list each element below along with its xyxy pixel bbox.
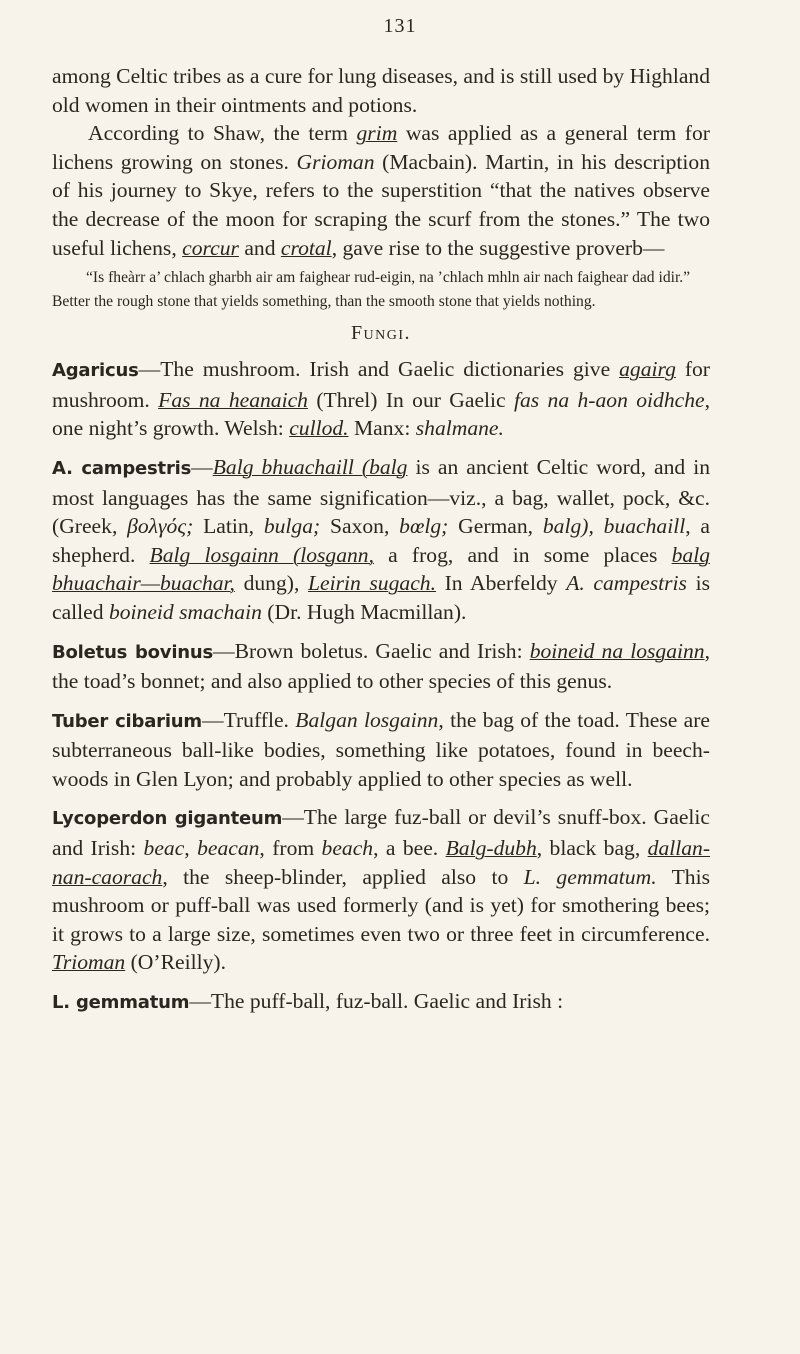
shaw-paragraph: According to Shaw, the term grim was applied as a general term for lichens growing on stones. Grioman (Macbain). Martin, in his description of his journey to Skye, refers to the superstition “that the natives observe the decrease of the moon for scraping the scurf from the stones.” The two useful lichens, corcur and crotal, gave rise to the suggestive proverb— <box>52 121 710 260</box>
section-heading-fungi: Fungi. <box>350 322 412 345</box>
entry-gemmatum: L. gemmatum—The puff-ball, fuz-ball. Gaelic and Irish : <box>52 989 564 1014</box>
entry-agaricus: Agaricus—The mushroom. Irish and Gaelic dictionaries give agairg for mushroom. Fas na heanaich (Threl) In our Gaelic fas na h-aon oidhche, one night’s growth. Welsh: cullod. Manx: shalmane. <box>52 357 711 441</box>
species-name: A. campestris <box>52 457 192 479</box>
species-name: Agaricus <box>52 360 139 382</box>
intro-paragraph: among Celtic tribes as a cure for lung diseases, and is still used by Highland old women in their ointments and potions. <box>52 64 710 117</box>
entry-tuber: Tuber cibarium—Truffle. Balgan losgainn, the bag of the toad. These are subterraneous ball-like bodies, something like potatoes, found in beech-woods in Glen Lyon; and probably applied to other species as well. <box>52 707 710 791</box>
english-translation: Better the rough stone that yields something, than the smooth stone that yields nothing. <box>52 293 596 311</box>
entry-campestris: A. campestris—Balg bhuachaill (balg is an ancient Celtic word, and in most languages has the same signification—viz., a bag, wallet, pock, &c. (Greek, βολγός; Latin, bulga; Saxon, bœlg; German, balg), buachaill, a shepherd. Balg losgainn (losgann, a frog, and in some places balg bhuachair—buachar, dung), Leirin sugach. In Aberfeldy A. campestris is called boineid smachain (Dr. Hugh Macmillan). <box>52 454 710 624</box>
species-name: Tuber cibarium <box>52 710 202 732</box>
entry-lycoperdon: Lycoperdon giganteum—The large fuz-ball or devil’s snuff-box. Gaelic and Irish: beac, beacan, from beach, a bee. Balg-dubh, black bag, dallan-nan-caorach, the sheep-blinder, applied also to L. gemmatum. This mushroom or puff-ball was used formerly (and is yet) for smothering bees; it grows to a large size, sometimes even two or three feet in circumference. Trioman (O’Reilly). <box>52 805 711 975</box>
species-name: L. gemmatum <box>52 992 190 1014</box>
page-number: 131 <box>383 15 417 37</box>
gaelic-proverb: “Is fheàrr a’ chlach gharbh air am faighear rud-eigin, na ’chlach mhln air nach faighear dad idir.” <box>86 269 691 287</box>
entry-boletus: Boletus bovinus—Brown boletus. Gaelic and Irish: boineid na losgainn, the toad’s bonnet; and also applied to other species of this genus. <box>52 638 710 694</box>
species-name: Lycoperdon giganteum <box>52 808 283 830</box>
species-name: Boletus bovinus <box>52 641 214 663</box>
